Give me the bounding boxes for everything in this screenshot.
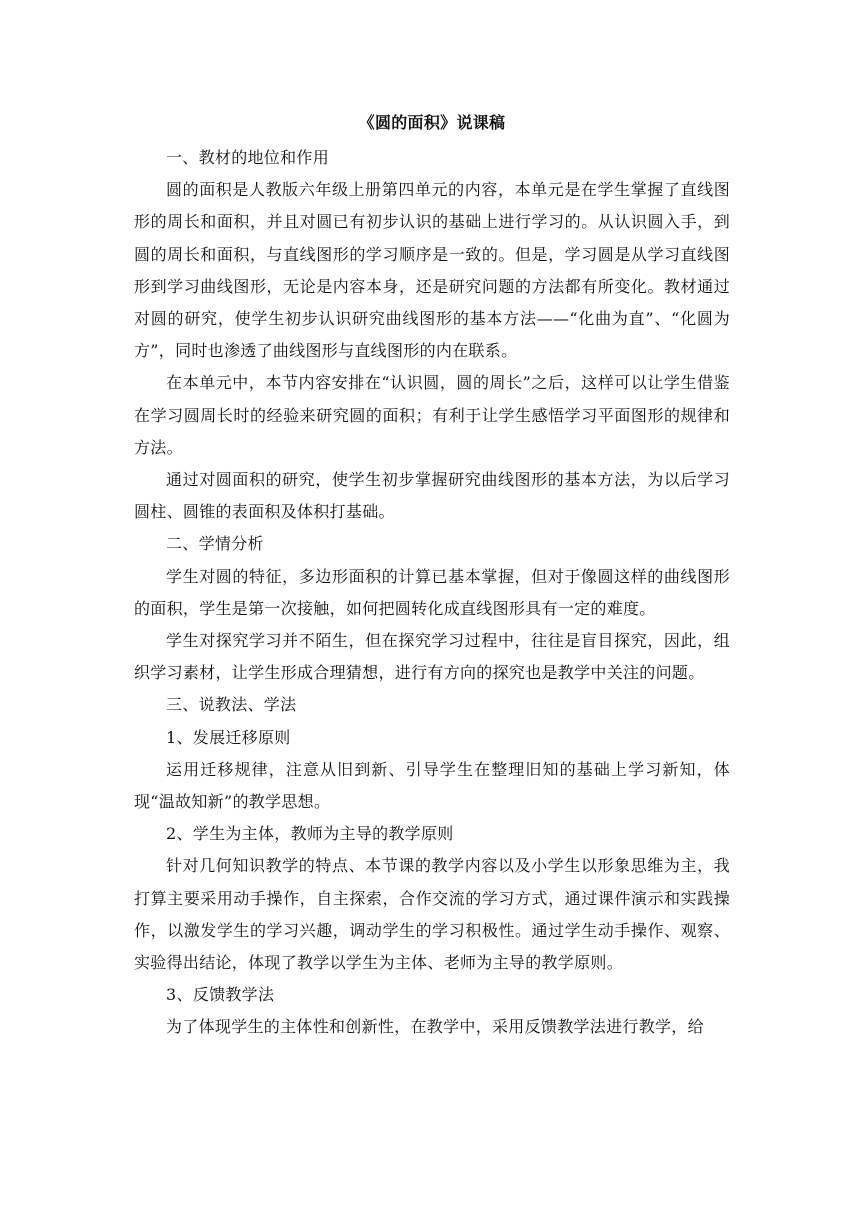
section-heading-2: 二、学情分析 <box>166 534 264 554</box>
subheading: 3、反馈教学法 <box>166 985 275 1005</box>
section-heading-1: 一、教材的地位和作用 <box>166 148 330 167</box>
paragraph: 学生对圆的特征，多边形面积的计算已基本掌握，但对于像圆这样的曲线图形的面积，学生是第一次接触，如何把圆转化成直线图形具有一定的难度。 <box>134 566 730 618</box>
paragraph: 为了体现学生的主体性和创新性，在教学中，采用反馈教学法进行教学，给 <box>166 1017 704 1037</box>
paragraph: 学生对探究学习并不陌生，但在探究学习过程中，往往是盲目探究，因此，组织学习素材，让学生形成合理猜想，进行有方向的探究也是教学中关注的问题。 <box>134 631 730 683</box>
paragraph: 运用迁移规律，注意从旧到新、引导学生在整理旧知的基础上学习新知，体现“温故知新”的教学思想。 <box>134 759 730 812</box>
document-page <box>134 108 730 1044</box>
paragraph: 通过对圆面积的研究，使学生初步掌握研究曲线图形的基本方法，为以后学习圆柱、圆锥的表面积及体积打基础。 <box>134 470 730 522</box>
paragraph: 在本单元中，本节内容安排在“认识圆，圆的周长”之后，这样可以让学生借鉴在学习圆周长时的经验来研究圆的面积；有利于让学生感悟学习平面图形的规律和方法。 <box>134 373 730 457</box>
paragraph: 圆的面积是人教版六年级上册第四单元的内容，本单元是在学生掌握了直线图形的周长和面积，并且对圆已有初步认识的基础上进行学习的。从认识圆入手，到圆的周长和面积，与直线图形的学习顺序是一致的。但是，学习圆是从学习直线图形到学习曲线图形，无论是内容本身，还是研究问题的方法都有所变化。教材通过对圆的研究，使学生初步认识研究曲线图形的基本方法——“化曲为直”、“化圆为方”，同时也渗透了曲线图形与直线图形的内在联系。 <box>134 180 730 361</box>
subheading: 2、学生为主体，教师为主导的教学原则 <box>166 824 454 844</box>
paragraph: 针对几何知识教学的特点、本节课的教学内容以及小学生以形象思维为主，我打算主要采用动手操作，自主探索，合作交流的学习方式，通过课件演示和实践操作，以激发学生的学习兴趣，调动学生的学习积极性。通过学生动手操作、观察、实验得出结论，体现了教学以学生为主体、老师为主导的教学原则。 <box>134 856 730 973</box>
document-title: 《圆的面积》说课稿 <box>358 113 506 132</box>
section-heading-3: 三、说教法、学法 <box>166 695 297 715</box>
subheading: 1、发展迁移原则 <box>166 727 291 747</box>
